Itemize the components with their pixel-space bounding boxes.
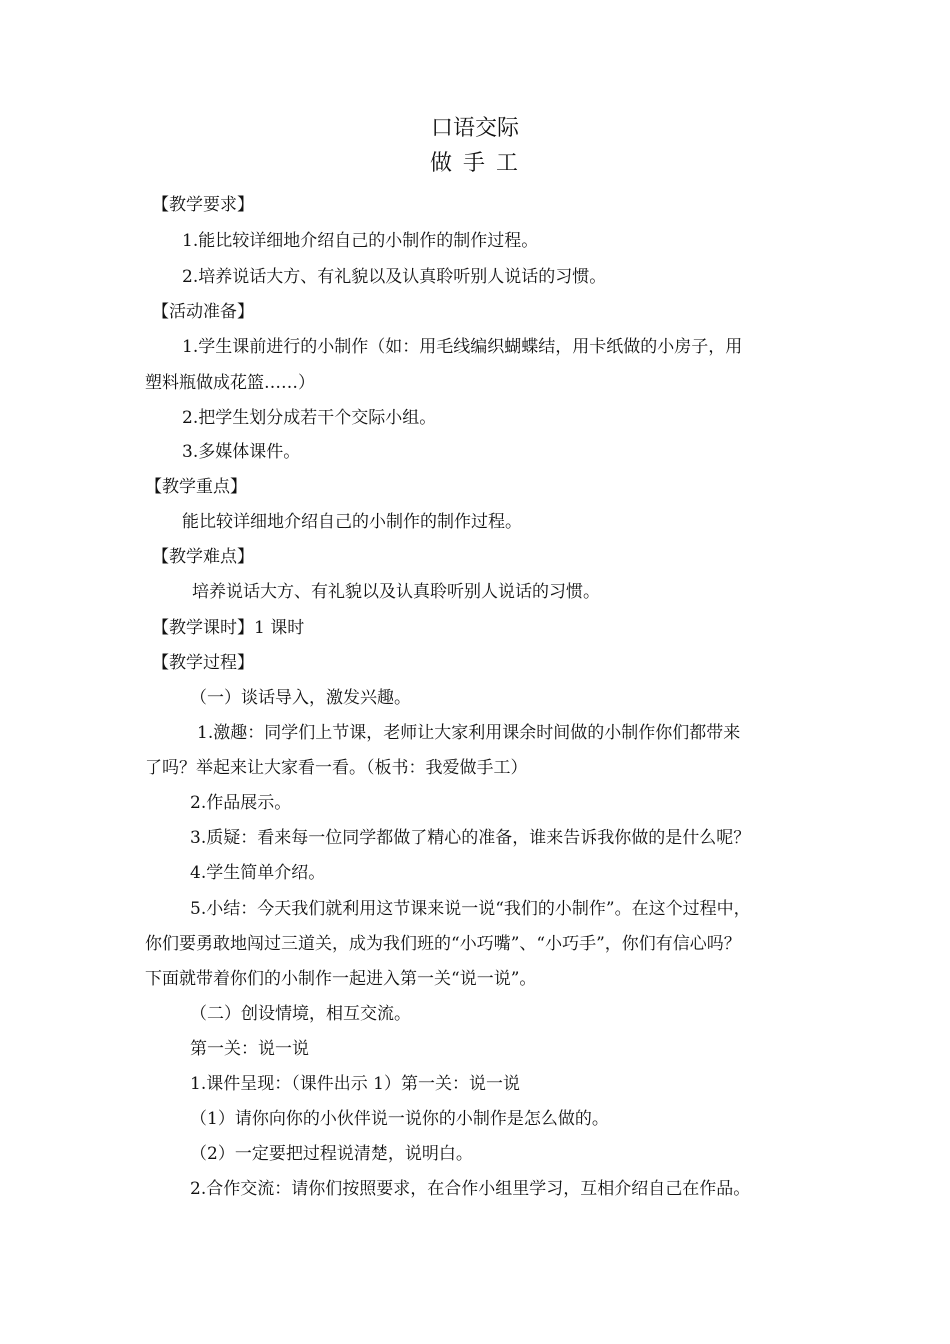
paragraph-line: 2.培养说话大方、有礼貌以及认真聆听别人说话的习惯。 bbox=[182, 267, 607, 287]
section-heading: 【教学过程】 bbox=[152, 653, 254, 673]
paragraph-line: 下面就带着你们的小制作一起进入第一关“说一说”。 bbox=[145, 969, 537, 989]
paragraph-line: 4.学生简单介绍。 bbox=[190, 863, 326, 883]
paragraph-line: 培养说话大方、有礼貌以及认真聆听别人说话的习惯。 bbox=[192, 582, 600, 602]
doc-title: 口语交际 bbox=[430, 116, 519, 141]
paragraph-line: 2.把学生划分成若干个交际小组。 bbox=[182, 408, 437, 428]
paragraph-line: 5.小结：今天我们就利用这节课来说一说“我们的小制作”。在这个过程中， bbox=[190, 899, 751, 919]
section-heading: 【教学难点】 bbox=[152, 547, 254, 567]
paragraph-line: （一）谈话导入，激发兴趣。 bbox=[190, 688, 411, 708]
paragraph-line: 塑料瓶做成花篮……） bbox=[145, 373, 315, 393]
paragraph-line: 2.作品展示。 bbox=[190, 793, 292, 813]
paragraph-line: （2）一定要把过程说清楚，说明白。 bbox=[190, 1144, 473, 1164]
section-heading: 【教学课时】1 课时 bbox=[152, 618, 305, 638]
paragraph-line: 你们要勇敢地闯过三道关，成为我们班的“小巧嘴”、“小巧手”，你们有信心吗？ bbox=[145, 934, 741, 954]
paragraph-line: 2.合作交流：请你们按照要求，在合作小组里学习，互相介绍自己在作品。 bbox=[190, 1179, 751, 1199]
section-heading: 【教学要求】 bbox=[152, 195, 254, 215]
paragraph-line: 第一关：说一说 bbox=[190, 1039, 309, 1059]
paragraph-line: 了吗？举起来让大家看一看。（板书：我爱做手工） bbox=[145, 758, 528, 778]
paragraph-line: 1.课件呈现：（课件出示 1）第一关：说一说 bbox=[190, 1074, 520, 1094]
doc-subtitle: 做 手 工 bbox=[430, 151, 520, 176]
paragraph-line: 能比较详细地介绍自己的小制作的制作过程。 bbox=[182, 512, 522, 532]
paragraph-line: 1.学生课前进行的小制作（如：用毛线编织蝴蝶结，用卡纸做的小房子，用 bbox=[182, 337, 743, 357]
paragraph-line: 3.质疑：看来每一位同学都做了精心的准备，谁来告诉我你做的是什么呢？ bbox=[190, 828, 751, 848]
paragraph-line: 1.能比较详细地介绍自己的小制作的制作过程。 bbox=[182, 231, 539, 251]
paragraph-line: 1.激趣：同学们上节课，老师让大家利用课余时间做的小制作你们都带来 bbox=[197, 723, 741, 743]
paragraph-line: （1）请你向你的小伙伴说一说你的小制作是怎么做的。 bbox=[190, 1109, 609, 1129]
section-heading: 【教学重点】 bbox=[145, 477, 247, 497]
paragraph-line: 3.多媒体课件。 bbox=[182, 442, 301, 462]
paragraph-line: （二）创设情境，相互交流。 bbox=[190, 1004, 411, 1024]
section-heading: 【活动准备】 bbox=[152, 302, 254, 322]
